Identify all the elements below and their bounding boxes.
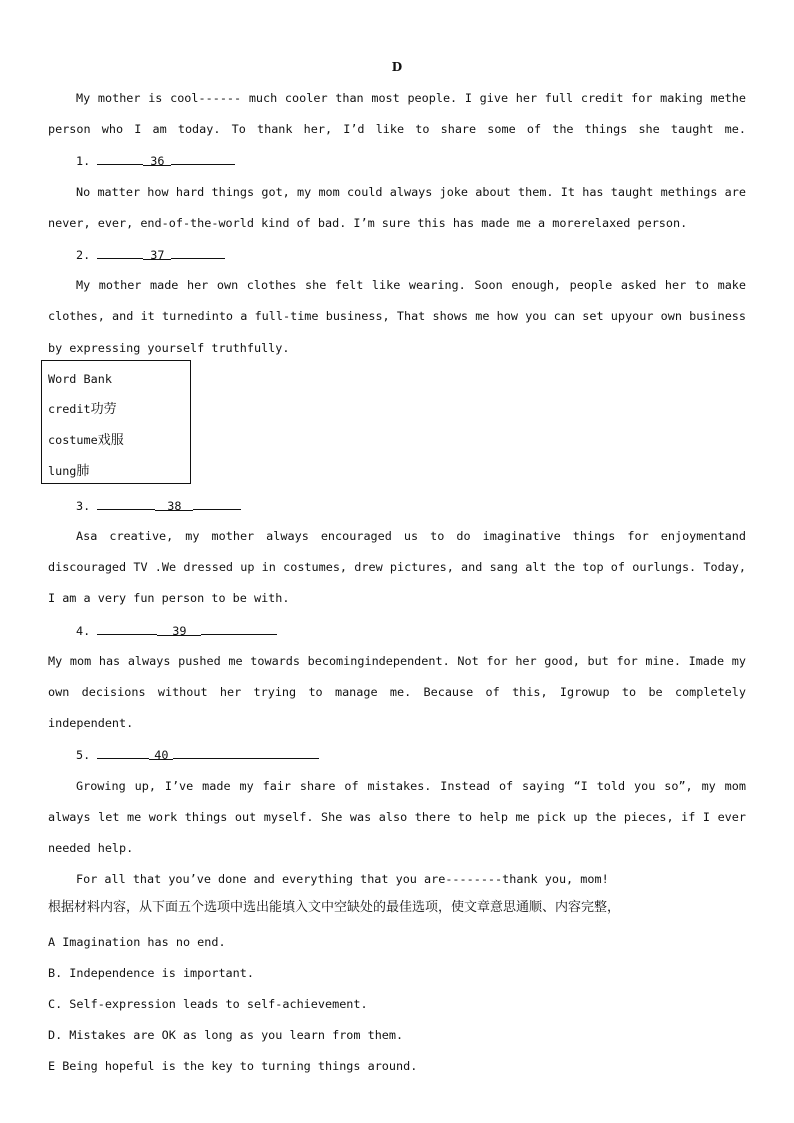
word-bank-title: Word Bank [48,372,112,386]
word-bank-item: costume戏服 [48,433,124,448]
word-bank-box [41,360,191,484]
paragraph-3-line-3: by expressing yourself truthfully. [48,341,290,355]
answer-blank-3 [48,497,746,514]
blank-index: 3. [76,499,91,513]
word-bank-item: credit功劳 [48,402,117,417]
paragraph-6-line-3: needed help. [48,841,134,855]
paragraph-3-line-2: clothes, and it turnedinto a full-time business, That shows me how you can set upyour own business [48,309,746,323]
section-label: D [391,60,403,74]
answer-blank-1 [48,152,746,169]
paragraph-5-line-3: independent. [48,716,134,730]
option-d: D. Mistakes are OK as long as you learn from them. [48,1028,404,1042]
option-a: A Imagination has no end. [48,935,226,949]
blank-number: 40 [149,747,173,760]
option-b: B. Independence is important. [48,966,254,980]
blank-number: 36 [143,153,171,166]
blank-number: 39 [157,623,201,636]
option-e: E Being hopeful is the key to turning things around. [48,1059,418,1073]
paragraph-5-line-2: own decisions without her trying to manage me. Because of this, Igrowup to be completely [48,685,746,699]
paragraph-2-line-2: never, ever, end-of-the-world kind of bad. I’m sure this has made me a morerelaxed person. [48,216,688,230]
paragraph-1-line-1: My mother is cool------ much cooler than most people. I give her full credit for making methe [76,91,746,105]
paragraph-4-line-1: Asa creative, my mother always encouraged us to do imaginative things for enjoymentand [76,529,746,543]
paragraph-1-line-2: person who I am today. To thank her, I’d like to share some of the things she taught me. [48,122,746,136]
answer-blank-5 [48,746,746,763]
closing-line: For all that you’ve done and everything that you are--------thank you, mom! [76,872,609,886]
blank-index: 5. [76,748,91,762]
blank-number: 38 [155,498,193,511]
blank-index: 4. [76,624,91,638]
paragraph-4-line-2: discouraged TV .We dressed up in costumes, drew pictures, and sang alt the top of ourlungs. Today, [48,560,746,574]
paragraph-2-line-1: No matter how hard things got, my mom could always joke about them. It has taught methings are [76,185,746,199]
blank-index: 1. [76,154,91,168]
paragraph-3-line-1: My mother made her own clothes she felt like wearing. Soon enough, people asked her to make [76,278,746,292]
paragraph-6-line-2: always let me work things out myself. She was also there to help me pick up the pieces, if I ever [48,810,746,824]
answer-blank-2 [48,246,746,263]
paragraph-6-line-1: Growing up, I’ve made my fair share of mistakes. Instead of saying “I told you so”, my mom [76,779,746,793]
option-c: C. Self-expression leads to self-achievement. [48,997,368,1011]
paragraph-4-line-3: I am a very fun person to be with. [48,591,290,605]
blank-index: 2. [76,248,91,262]
answer-blank-4 [48,622,746,639]
blank-number: 37 [143,247,171,260]
instruction-text: 根据材料内容，从下面五个选项中选出能填入文中空缺处的最佳选项，使文章意思通顺、内容完整， [48,900,621,915]
word-bank-item: lung肺 [48,464,90,479]
paragraph-5-line-1: My mom has always pushed me towards becomingindependent. Not for her good, but for mine. Imade my [48,654,746,668]
